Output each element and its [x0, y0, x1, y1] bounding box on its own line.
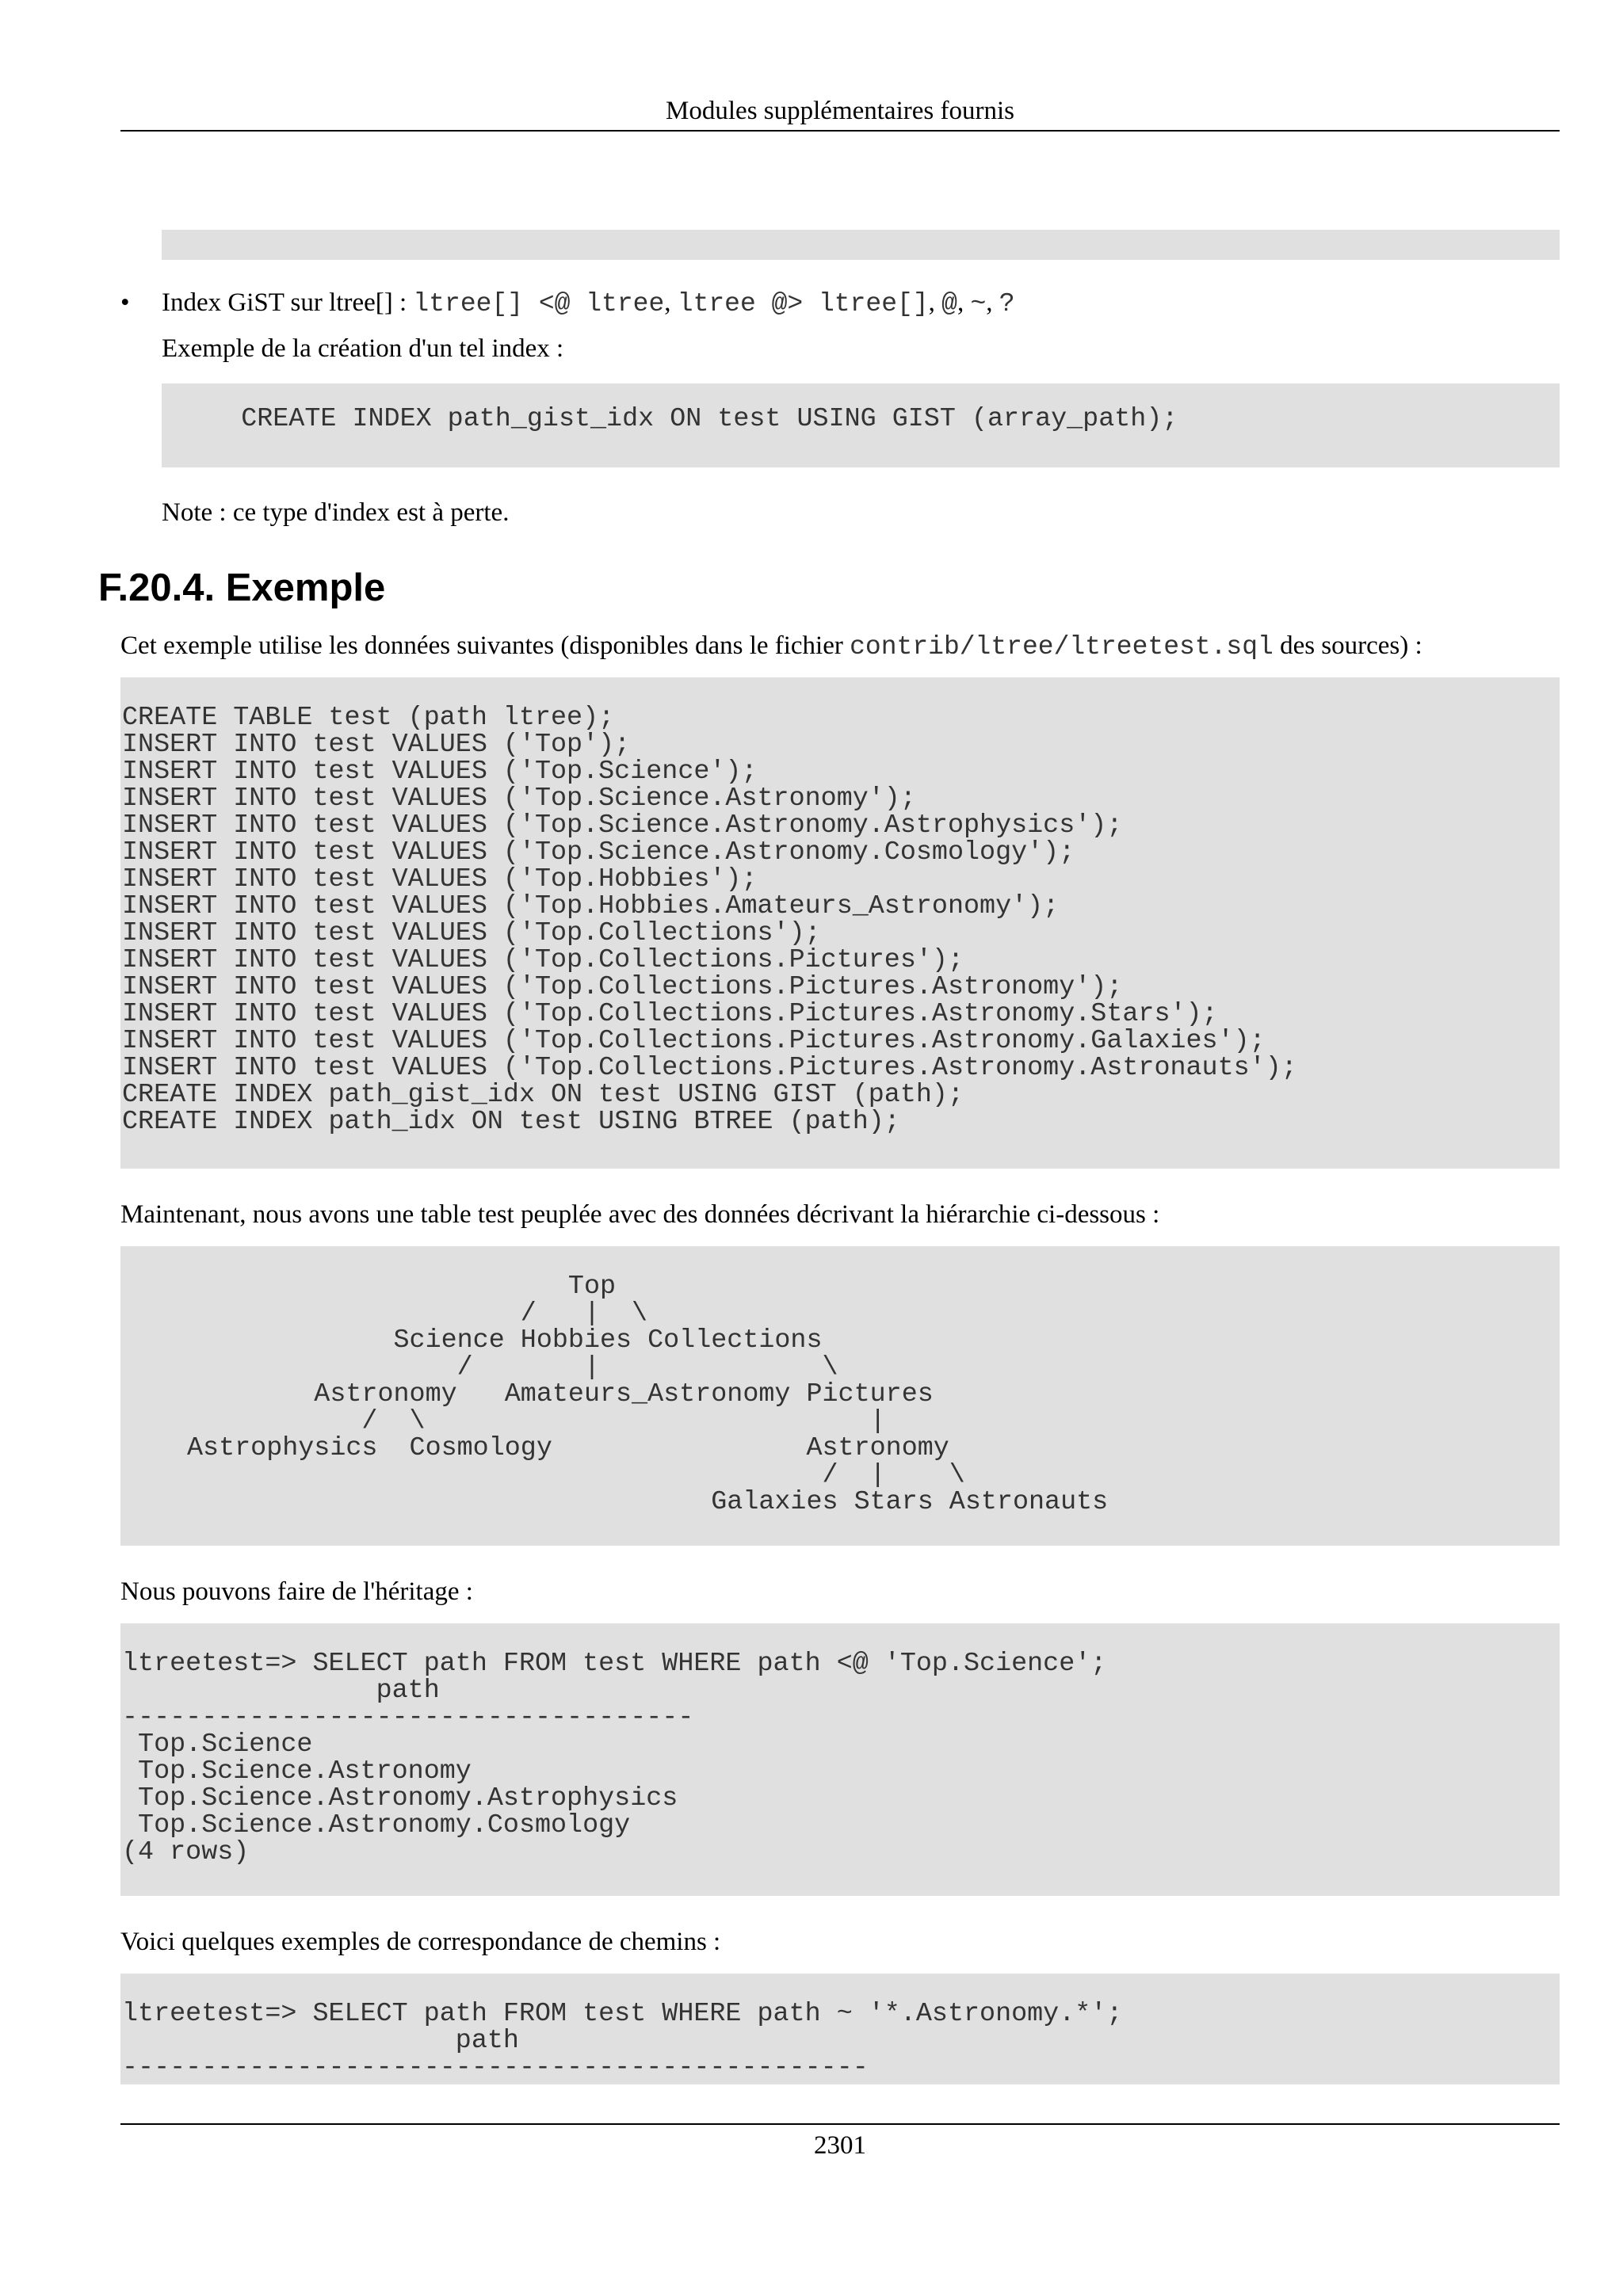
- intro-text: Cet exemple utilise les données suivantes (disponibles dans le fichier: [120, 631, 850, 660]
- note-text: Note : ce type d'index est à perte.: [162, 498, 510, 527]
- code-block-hierarchy: [120, 1246, 1560, 1546]
- inheritance-intro: Nous pouvons faire de l'héritage :: [120, 1577, 473, 1606]
- code-block-empty: [162, 230, 1560, 260]
- operator-code: ltree @> ltree[]: [677, 289, 929, 318]
- list-bullet: •: [120, 288, 130, 317]
- code-block-gist-index: [162, 383, 1560, 467]
- operator-code: ~: [970, 289, 987, 318]
- page-footer: [120, 2123, 1560, 2161]
- hierarchy-intro: Maintenant, nous avons une table test peuplée avec des données décrivant la hiérarchie ci-dessous :: [120, 1200, 1160, 1229]
- separator: ,: [928, 288, 942, 317]
- operator-code: ?: [999, 289, 1015, 318]
- code-text: ltreetest=> SELECT path FROM test WHERE path ~ '*.Astronomy.*'; path -----------------------------------------------: [122, 1999, 1123, 2083]
- code-block-matching: [120, 1974, 1560, 2084]
- code-block-inheritance: [120, 1623, 1560, 1896]
- code-text: ltreetest=> SELECT path FROM test WHERE path <@ 'Top.Science'; path ------------------------------------ Top.Science Top.Science.Astronomy Top.Science.Astronomy.Astrophysics Top.Science.Astronomy.Cosmology (4 rows): [122, 1649, 1107, 1867]
- intro-text: des sources) :: [1273, 631, 1423, 660]
- operator-code: ltree[] <@ ltree: [413, 289, 665, 318]
- separator: ,: [664, 288, 678, 317]
- code-text: CREATE TABLE test (path ltree); INSERT INTO test VALUES ('Top'); INSERT INTO test VALUES ('Top.Science'); INSERT INTO test VALUES ('Top.Science.Astronomy'); INSERT INTO test VALUES ('Top.Science.Astronomy.Astrophysics'); INSERT INTO test VALUES ('Top.Science.Astronomy.Cosmology'); INSERT INTO test VALUES ('Top.Hobbies'); INSERT INTO test VALUES ('Top.Hobbies.Amateurs_Astronomy'); INSERT INTO test VALUES ('Top.Collections'); INSERT INTO test VALUES ('Top.Collections.Pictures'); INSERT INTO test VALUES ('Top.Collections.Pictures.Astronomy'); INSERT INTO test VALUES ('Top.Collections.Pictures.Astronomy.Stars'); INSERT INTO test VALUES ('Top.Collections.Pictures.Astronomy.Galaxies'); INSERT INTO test VALUES ('Top.Collections.Pictures.Astronomy.Astronauts'); CREATE INDEX path_gist_idx ON test USING GIST (path); CREATE INDEX path_idx ON test USING BTREE (path);: [122, 703, 1297, 1137]
- separator: ,: [957, 288, 971, 317]
- section-intro: [120, 630, 1423, 663]
- running-title: Modules supplémentaires fournis: [666, 97, 1014, 125]
- code-block-setup: [120, 677, 1560, 1169]
- section-title: F.20.4. Exemple: [98, 566, 386, 609]
- page-number: 2301: [814, 2131, 866, 2160]
- operator-code: @: [941, 289, 957, 318]
- example-intro: Exemple de la création d'un tel index :: [162, 334, 564, 363]
- matching-intro: Voici quelques exemples de correspondance de chemins :: [120, 1928, 721, 1956]
- separator: ,: [986, 288, 999, 317]
- code-text: CREATE INDEX path_gist_idx ON test USING GIST (array_path);: [162, 404, 1178, 434]
- gist-array-index-item: [162, 287, 1015, 320]
- page-header: [120, 92, 1560, 132]
- hierarchy-diagram: Top / | \ Science Hobbies Collections / | \ Astronomy Amateurs_Astronomy Pictures / \ | Astrophysics Cosmology Astronomy / | \ Galaxies Stars Astronauts: [187, 1272, 1109, 1517]
- file-path: contrib/ltree/ltreetest.sql: [850, 632, 1274, 662]
- item-label: Index GiST sur ltree[] :: [162, 288, 414, 317]
